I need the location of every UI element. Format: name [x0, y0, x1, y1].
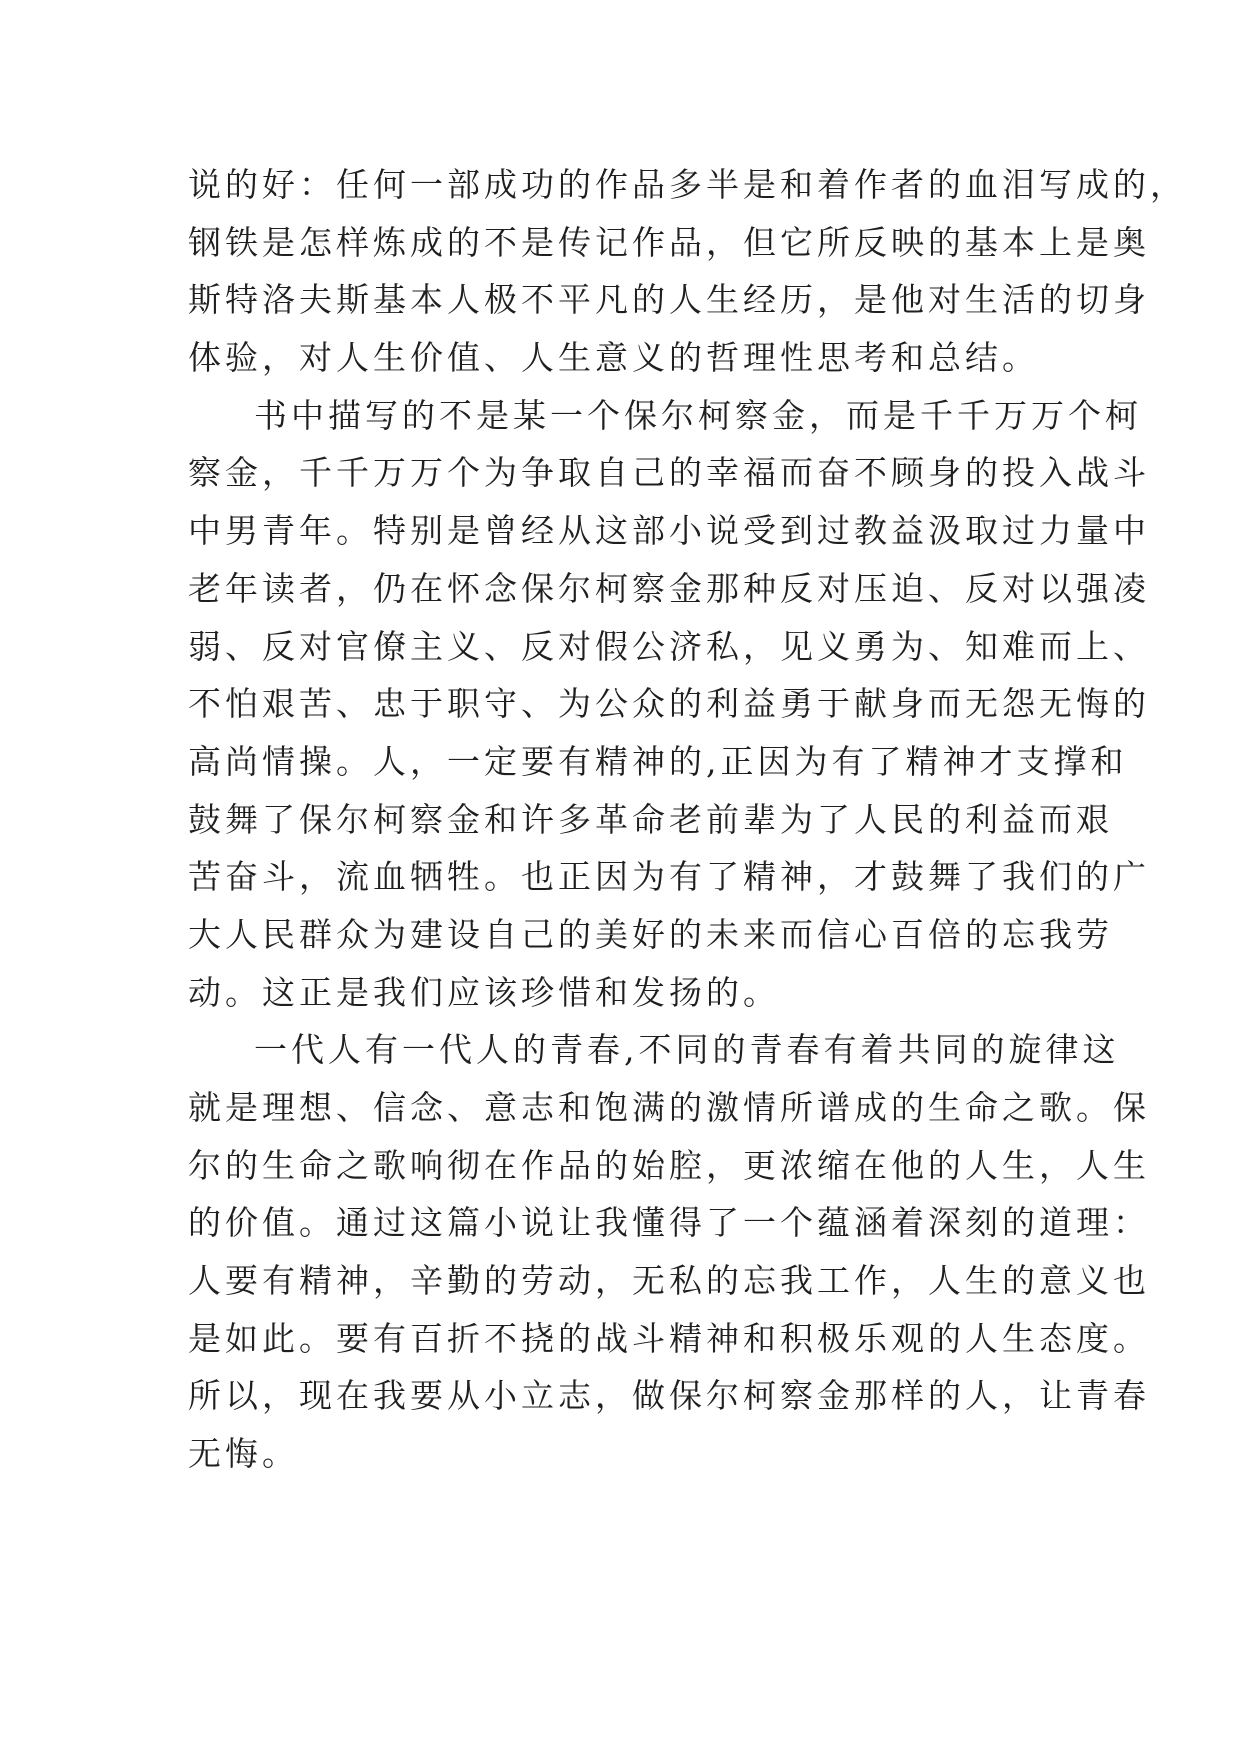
paragraph-3-line-6: 是如此。要有百折不挠的战斗精神和积极乐观的人生态度。	[188, 1318, 1150, 1358]
paragraph-3-line-4: 的价值。通过这篇小说让我懂得了一个蕴涵着深刻的道理：	[188, 1203, 1150, 1243]
paragraph-2-line-5: 弱、反对官僚主义、反对假公济私，见义勇为、知难而上、	[188, 626, 1150, 666]
paragraph-2-line-4: 老年读者，仍在怀念保尔柯察金那种反对压迫、反对以强凌	[188, 568, 1150, 608]
paragraph-1-line-1: 说的好：任何一部成功的作品多半是和着作者的血泪写成的，	[188, 165, 1187, 204]
paragraph-2-line-8: 鼓舞了保尔柯察金和许多革命老前辈为了人民的利益而艰	[188, 799, 1113, 839]
paragraph-2-line-3: 中男青年。特别是曾经从这部小说受到过教益汲取过力量中	[188, 511, 1150, 551]
paragraph-3-line-5: 人要有精神，辛勤的劳动，无私的忘我工作，人生的意义也	[188, 1261, 1150, 1301]
paragraph-2-line-7: 高尚情操。人，一定要有精神的,正因为有了精神才支撑和	[188, 741, 1128, 781]
paragraph-1-line-3: 斯特洛夫斯基本人极不平凡的人生经历，是他对生活的切身	[188, 280, 1150, 320]
paragraph-2-line-1: 书中描写的不是某一个保尔柯察金，而是千千万万个柯	[254, 395, 1142, 435]
paragraph-3-line-1: 一代人有一代人的青春,不同的青春有着共同的旋律这	[254, 1030, 1120, 1070]
paragraph-3-line-7: 所以，现在我要从小立志，做保尔柯察金那样的人，让青春	[188, 1376, 1150, 1416]
paragraph-2-line-9: 苦奋斗，流血牺牲。也正因为有了精神，才鼓舞了我们的广	[188, 857, 1150, 897]
paragraph-2-line-11: 动。这正是我们应该珍惜和发扬的。	[188, 972, 780, 1012]
paragraph-2-line-2: 察金，千千万万个为争取自己的幸福而奋不顾身的投入战斗	[188, 453, 1150, 493]
paragraph-1-line-4: 体验，对人生价值、人生意义的哲理性思考和总结。	[188, 338, 1039, 378]
paragraph-3-line-8: 无悔。	[188, 1434, 299, 1474]
paragraph-3-line-2: 就是理想、信念、意志和饱满的激情所谱成的生命之歌。保	[188, 1088, 1150, 1127]
paragraph-3-line-3: 尔的生命之歌响彻在作品的始腔，更浓缩在他的人生，人生	[188, 1145, 1150, 1185]
paragraph-2-line-10: 大人民群众为建设自己的美好的未来而信心百倍的忘我劳	[188, 914, 1113, 954]
body-text	[188, 156, 1187, 1483]
paragraph-2-line-6: 不怕艰苦、忠于职守、为公众的利益勇于献身而无怨无悔的	[188, 684, 1150, 724]
paragraph-1-line-2: 钢铁是怎样炼成的不是传记作品，但它所反映的基本上是奥	[188, 222, 1150, 262]
